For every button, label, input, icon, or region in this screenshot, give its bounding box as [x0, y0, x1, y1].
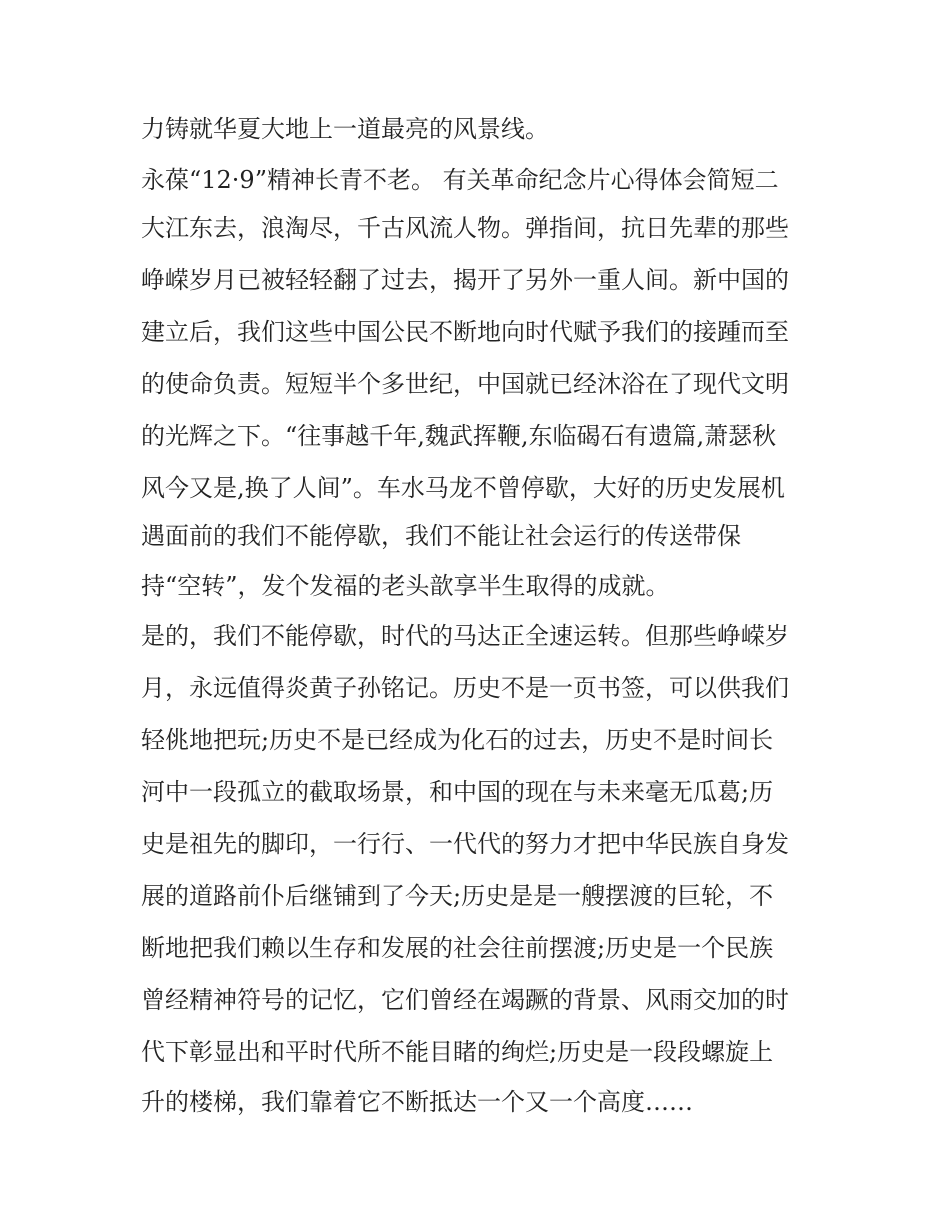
- text-line-2: 永葆“12·9”精神长青不老。 有关革命纪念片心得体会简短二: [141, 166, 779, 194]
- text-line-14: 河中一段孤立的截取场景，和中国的现在与未来毫无瓜葛;历: [141, 778, 774, 806]
- text-line-20: 升的楼梯，我们靠着它不断抵达一个又一个高度……: [141, 1088, 693, 1116]
- text-line-13: 轻佻地把玩;历史不是已经成为化石的过去，历史不是时间长: [141, 726, 774, 754]
- text-line-12: 月，永远值得炎黄子孙铭记。历史不是一页书签，可以供我们: [141, 674, 789, 702]
- text-line-3: 大江东去，浪淘尽，千古风流人物。弹指间，抗日先辈的那些: [141, 214, 789, 242]
- text-line-7: 的光辉之下。“往事越千年,魏武挥鞭,东临碣石有遗篇,萧瑟秋: [141, 422, 777, 450]
- text-line-19: 代下彰显出和平时代所不能目睹的绚烂;历史是一段段螺旋上: [141, 1038, 774, 1066]
- text-line-16: 展的道路前仆后继铺到了今天;历史是是一艘摆渡的巨轮，不: [141, 882, 774, 910]
- text-line-5: 建立后，我们这些中国公民不断地向时代赋予我们的接踵而至: [141, 318, 789, 346]
- text-line-4: 峥嵘岁月已被轻轻翻了过去，揭开了另外一重人间。新中国的: [141, 266, 789, 294]
- text-line-18: 曾经精神符号的记忆，它们曾经在竭蹶的背景、风雨交加的时: [141, 986, 789, 1014]
- text-line-15: 史是祖先的脚印，一行行、一代代的努力才把中华民族自身发: [141, 830, 789, 858]
- text-line-1: 力铸就华夏大地上一道最亮的风景线。: [141, 115, 549, 143]
- text-line-10: 持“空转”，发个发福的老头歆享半生取得的成就。: [141, 572, 670, 600]
- text-line-11: 是的，我们不能停歇，时代的马达正全速运转。但那些峥嵘岁: [141, 622, 789, 650]
- text-line-6: 的使命负责。短短半个多世纪，中国就已经沐浴在了现代文明: [141, 370, 789, 398]
- text-line-8: 风今又是,换了人间”。车水马龙不曾停歇，大好的历史发展机: [141, 474, 785, 502]
- text-line-9: 遇面前的我们不能停歇，我们不能让社会运行的传送带保: [141, 522, 741, 550]
- text-line-17: 断地把我们赖以生存和发展的社会往前摆渡;历史是一个民族: [141, 934, 774, 962]
